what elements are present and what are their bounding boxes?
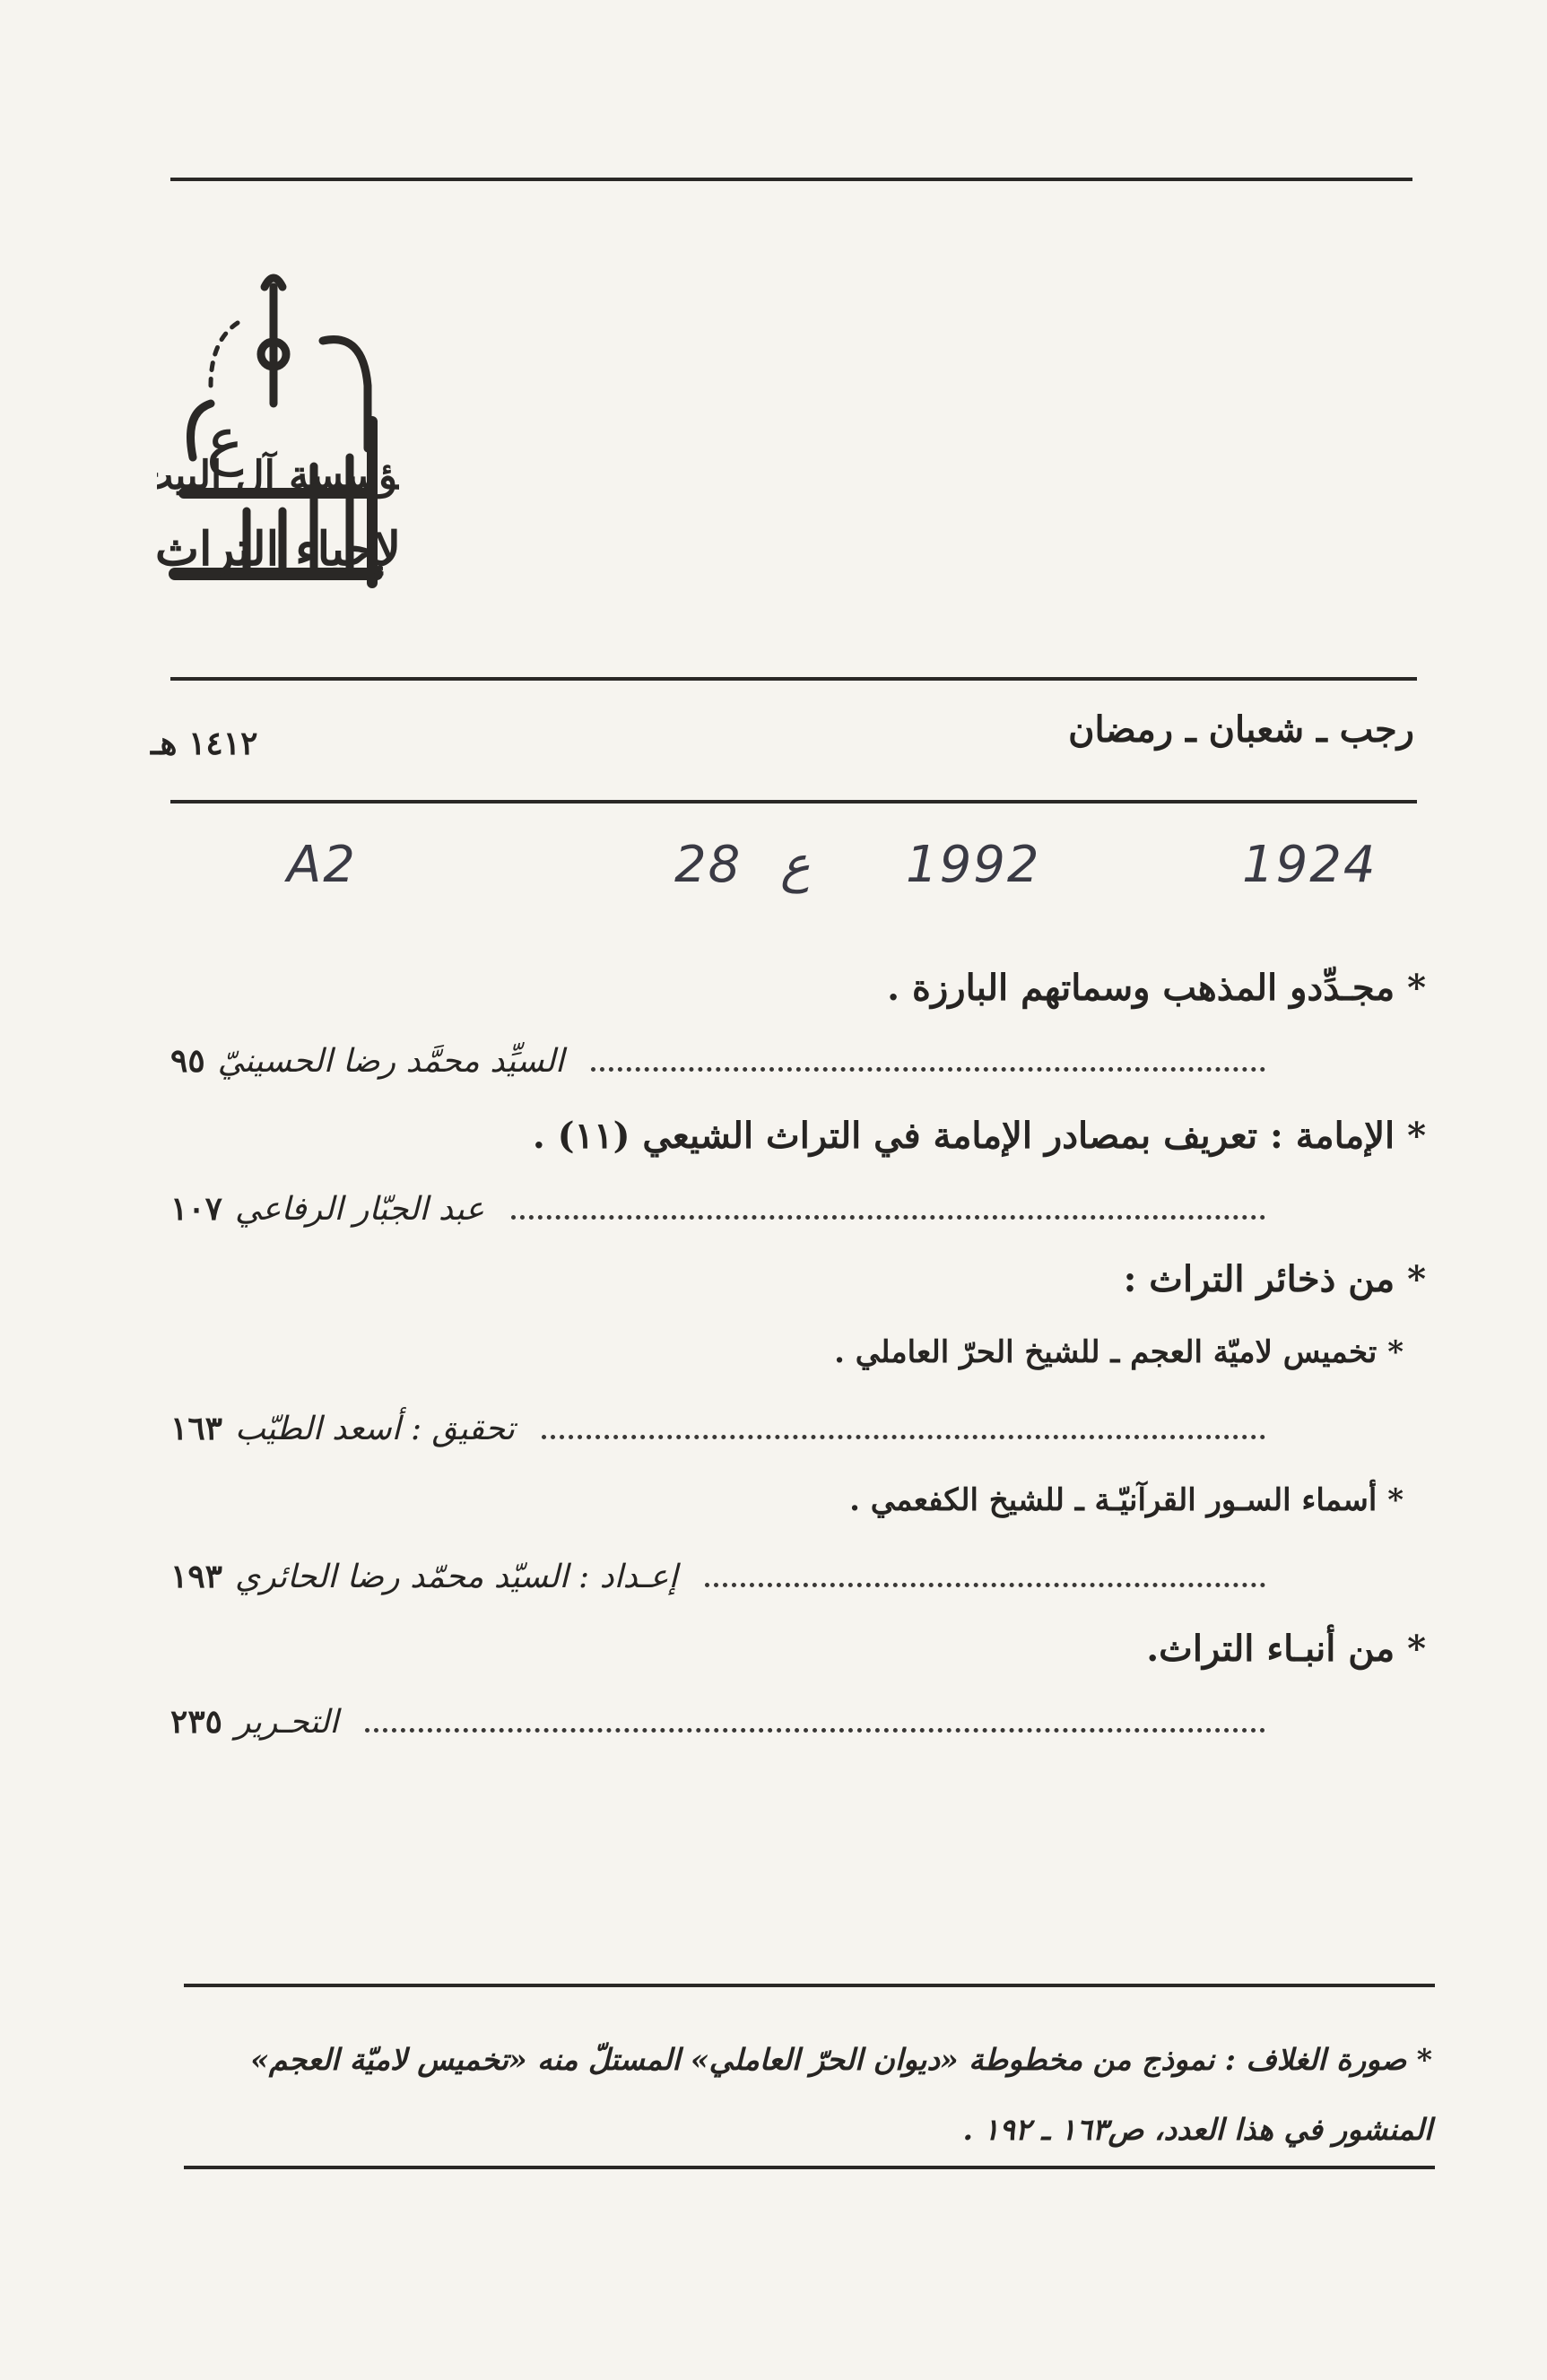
toc-page-number: ٩٥	[170, 1042, 205, 1080]
header-rule-top	[170, 677, 1417, 681]
toc-page-number: ٢٣٥	[170, 1703, 223, 1741]
toc-leader-dots	[705, 1556, 1265, 1587]
toc-author-line	[170, 1701, 1287, 1746]
handwritten-year: 1992	[906, 836, 1041, 894]
toc-page-number: ١٦٣	[170, 1410, 223, 1447]
handwritten-issue: 28	[674, 836, 743, 894]
toc-author-line	[170, 1188, 1287, 1233]
toc-page-number: ١٩٣	[170, 1558, 223, 1595]
toc-entry-title: * الإمامة : تعريف بمصادر الإمامة في التراث الشيعي (١١) .	[532, 1115, 1426, 1157]
toc-leader-dots	[591, 1040, 1265, 1072]
logo-text-top: ؤسسة آل البي	[175, 453, 399, 499]
toc-section-title: * من ذخائر التراث :	[1123, 1258, 1426, 1300]
toc-author-line	[170, 1408, 1287, 1453]
toc-author-line	[170, 1040, 1287, 1085]
toc-page-number: ١٠٧	[170, 1190, 223, 1228]
toc-subentry-title: * أسماء السـور القرآنيّـة ـ للشيخ الكفعمي .	[849, 1482, 1404, 1518]
handwritten-letter: ع	[780, 836, 811, 894]
toc-author: التحـرير	[235, 1704, 339, 1741]
toc-entry-title: * من أنبـاء التراث.	[1146, 1628, 1426, 1670]
header-rule-bottom	[170, 800, 1417, 803]
toc-author: إعـداد : السيّد محمّد رضا الحائري	[235, 1559, 678, 1595]
toc-author-line	[170, 1556, 1287, 1601]
handwritten-code: A2	[287, 836, 357, 894]
toc-author: عبد الجبّار الرفاعي	[235, 1191, 485, 1228]
top-rule	[170, 178, 1412, 181]
footer-rule-bottom	[184, 2166, 1435, 2169]
issue-months: رجب ـ شعبان ـ رمضان	[1068, 708, 1414, 751]
logo-calligraphy	[157, 269, 399, 610]
logo-emblem: ع	[206, 404, 244, 477]
toc-entry-title: * مجـدِّدو المذهب وسماتهم البارزة .	[887, 967, 1426, 1009]
cover-note: * صورة الغلاف : نموذج من مخطوطة «ديوان الحرّ العاملي» المستلّ منه «تخميس لاميّة العجم» المنشور في هذا العدد، ص١٦٣ ـ ١٩٢ .	[250, 2042, 1432, 2147]
footer-rule-top	[184, 1984, 1435, 1987]
toc-author: تحقيق : أسعد الطيّب	[235, 1411, 515, 1447]
handwritten-number: 1924	[1242, 836, 1378, 894]
publisher-logo	[157, 269, 399, 610]
logo-text-bottom: لإحياء التراث	[157, 522, 399, 577]
toc-leader-dots	[542, 1408, 1265, 1439]
toc-leader-dots	[365, 1701, 1265, 1733]
toc-leader-dots	[511, 1188, 1265, 1220]
hijri-year: ١٤١٢ هـ	[151, 725, 258, 762]
toc-subentry-title: * تخميس لاميّة العجم ـ للشيخ الحرّ العاملي .	[834, 1334, 1404, 1370]
toc-author: السيِّد محمَّد رضا الحسينيّ	[217, 1043, 565, 1080]
